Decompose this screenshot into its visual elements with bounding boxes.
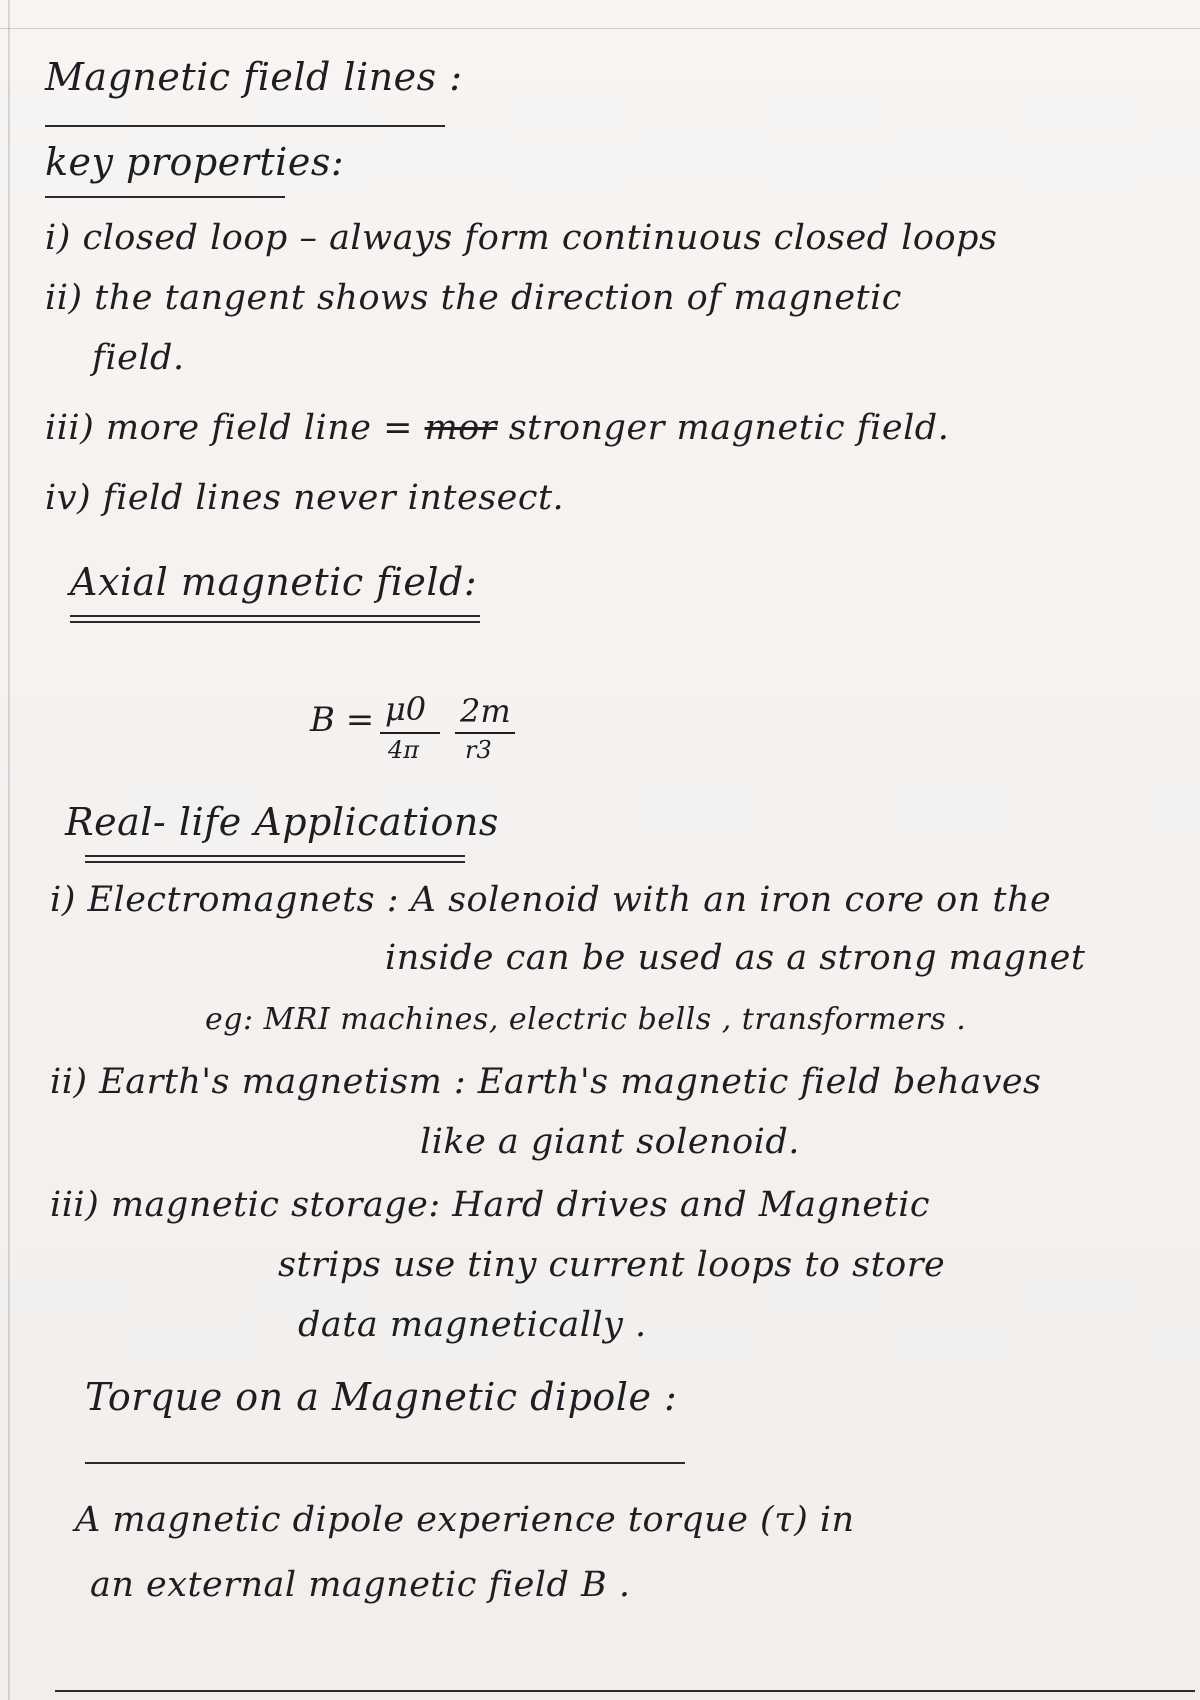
axial-heading: Axial magnetic field:	[70, 560, 478, 604]
application-line-2: inside can be used as a strong magnet	[385, 938, 1086, 978]
application-line-4: ii) Earth's magnetism : Earth's magnetic field behaves	[50, 1062, 1042, 1102]
property-1-text: closed loop – always form continuous closed loops	[82, 218, 998, 258]
torque-line-2: an external magnetic field B .	[90, 1565, 631, 1605]
property-4-text: field lines never intesect.	[102, 478, 565, 518]
applications-underline	[85, 855, 465, 857]
application-line-5: like a giant solenoid.	[420, 1122, 800, 1162]
page-top-edge	[0, 28, 1200, 29]
formula-numerator-1: μ0	[385, 690, 427, 728]
property-3-text-before: more field line =	[105, 408, 413, 448]
formula-denominator-2: r3	[465, 736, 492, 764]
formula-lhs: B =	[310, 700, 375, 740]
formula-denominator-1: 4π	[388, 736, 420, 764]
property-2-number: ii)	[45, 278, 83, 318]
page-bottom-rule	[55, 1690, 1195, 1692]
fraction-bar-1	[380, 732, 440, 734]
application-line-6: iii) magnetic storage: Hard drives and Magnetic	[50, 1185, 931, 1225]
property-3-text-after: stronger magnetic field.	[508, 408, 950, 448]
title-underline	[45, 125, 445, 127]
application-line-1: i) Electromagnets : A solenoid with an iron core on the	[50, 880, 1052, 920]
axial-formula	[310, 690, 570, 780]
property-4	[45, 478, 564, 518]
key-properties-heading: key properties:	[45, 140, 345, 184]
formula-numerator-2: 2m	[460, 692, 511, 730]
property-1-number: i)	[45, 218, 71, 258]
property-2	[45, 278, 902, 318]
applications-heading: Real- life Applications	[65, 800, 499, 844]
page-margin	[8, 0, 10, 1700]
torque-heading: Torque on a Magnetic dipole :	[85, 1375, 678, 1419]
property-2-text: the tangent shows the direction of magnetic	[94, 278, 902, 318]
torque-line-1: A magnetic dipole experience torque (τ) in	[75, 1500, 855, 1540]
struck-word: mor	[424, 408, 498, 448]
torque-underline	[85, 1462, 685, 1464]
axial-underline	[70, 615, 480, 617]
page-title: Magnetic field lines :	[45, 55, 463, 99]
application-line-7: strips use tiny current loops to store	[278, 1245, 946, 1285]
property-3-number: iii)	[45, 408, 95, 448]
fraction-bar-2	[455, 732, 515, 734]
application-line-3: eg: MRI machines, electric bells , transformers .	[205, 1002, 967, 1037]
application-line-8: data magnetically .	[298, 1305, 647, 1345]
property-4-number: iv)	[45, 478, 92, 518]
key-properties-underline	[45, 196, 285, 198]
property-1	[45, 218, 997, 258]
property-2-continued: field.	[92, 338, 185, 378]
property-3	[45, 408, 949, 448]
